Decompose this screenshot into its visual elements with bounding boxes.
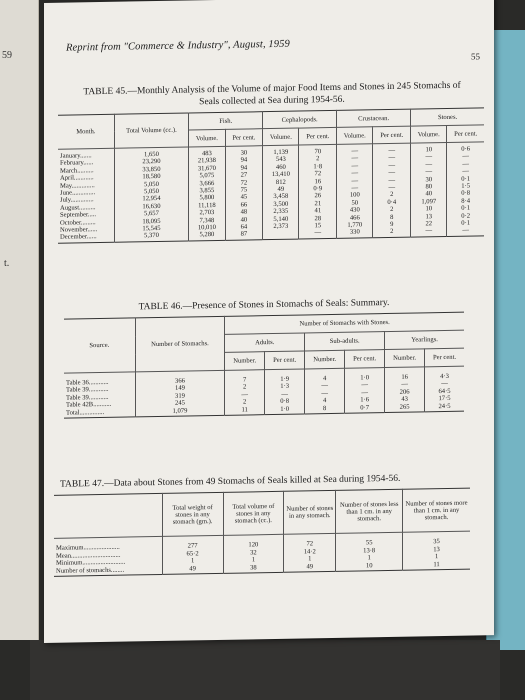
table-cell: — — [388, 183, 396, 192]
table-cell: 13 — [433, 545, 440, 553]
t45-stone-volume — [411, 142, 447, 237]
table-cell: 5,075 — [199, 172, 215, 180]
table-cell: 0·8 — [461, 190, 471, 198]
table-cell: 1·9 — [280, 375, 290, 383]
table-cell: 87 — [240, 230, 248, 239]
table-cell: 0·7 — [360, 403, 370, 412]
table-cell: 40 — [240, 216, 248, 224]
table-cell: 3,500 — [273, 200, 289, 208]
table-cell: — — [241, 391, 248, 399]
t46-sub-percent: Per cent. — [345, 350, 385, 369]
table-cell: 0·9 — [313, 185, 323, 193]
t46-sources — [64, 372, 135, 418]
table-cell: 64 — [240, 223, 248, 231]
table-cell: September..... — [60, 211, 97, 219]
table-cell: 65·2 — [186, 549, 199, 558]
table-cell: 330 — [349, 228, 360, 237]
table-cell: 10 — [425, 146, 433, 154]
table-cell: 0·1 — [461, 175, 471, 183]
table-cell: 483 — [201, 150, 212, 158]
table-cell: 80 — [425, 183, 433, 191]
table-cell: — — [425, 168, 433, 176]
table-cell: — — [388, 161, 396, 169]
table-cell: 11 — [433, 560, 440, 568]
table-cell: — — [351, 177, 359, 185]
table-cell: 0·8 — [280, 397, 290, 406]
table-cell: 43 — [401, 395, 408, 403]
table-cell: 8 — [390, 213, 394, 221]
table-cell: 2 — [390, 191, 394, 199]
table-cell: 49 — [277, 185, 285, 193]
table-cell: 2 — [243, 398, 247, 406]
table-cell: 7,348 — [199, 216, 215, 224]
table-cell: 1 — [434, 553, 439, 561]
table-cell: 38 — [250, 564, 257, 572]
table-surface — [30, 640, 500, 700]
table45-caption — [62, 79, 482, 110]
table-cell: — — [388, 146, 396, 154]
table-cell: 543 — [275, 156, 286, 164]
table-cell: 5,050 — [144, 188, 159, 196]
table-cell: Number of stomachs........ — [56, 566, 125, 575]
table-cell: 5,800 — [199, 194, 215, 202]
table-cell: 22 — [425, 220, 433, 228]
table-cell: December...... — [60, 233, 97, 242]
table-cell: 460 — [275, 163, 286, 171]
table-cell: June.............. — [60, 189, 96, 197]
table-cell: 265 — [399, 403, 410, 411]
table46 — [64, 312, 464, 419]
t45-col-month: Month. — [58, 114, 114, 149]
table-cell: 9 — [390, 220, 394, 229]
table-cell: 64·5 — [438, 387, 451, 395]
t45-sub-volume: Volume. — [411, 125, 447, 143]
t47-c3 — [284, 533, 336, 572]
table45 — [58, 107, 484, 243]
table-cell: 10 — [425, 205, 433, 213]
table-cell: 2,373 — [273, 222, 289, 231]
table-cell: 26 — [314, 192, 322, 200]
table46-body — [64, 366, 464, 418]
table-cell: 27 — [240, 171, 248, 179]
table-cell: — — [351, 162, 359, 170]
t45-months — [58, 148, 114, 243]
table-cell: 15,545 — [142, 225, 161, 233]
t46-group-yearlings: Yearlings. — [385, 330, 464, 349]
t46-sub-number: Number. — [385, 349, 425, 368]
table-cell: 0·2 — [461, 212, 471, 220]
t46-sub-number: Number. — [225, 352, 265, 371]
t46-adult-percent — [265, 369, 305, 415]
table-cell: 100 — [349, 191, 360, 200]
table-cell: — — [281, 390, 288, 398]
table-cell: 1,650 — [144, 150, 159, 159]
table-cell: 1·3 — [280, 383, 290, 391]
t46-year-number — [385, 367, 425, 413]
table-cell: 0·4 — [387, 198, 397, 206]
table-cell: 94 — [240, 156, 248, 164]
t45-ceph-percent — [299, 144, 337, 239]
table-cell: 72 — [314, 170, 322, 178]
t45-ceph-volume — [263, 145, 299, 240]
t45-sub-percent: Per cent. — [373, 126, 411, 144]
t45-sub-percent: Per cent. — [225, 129, 263, 147]
table-cell: 1·5 — [461, 182, 471, 190]
table-cell: 4 — [323, 397, 327, 405]
table-cell: 5,280 — [199, 231, 215, 239]
table-cell: 41 — [314, 207, 322, 215]
table-cell: Table 36............ — [66, 378, 109, 387]
t46-col-number: Number of Stomachs. — [135, 316, 225, 372]
table-cell: 10 — [365, 562, 373, 570]
t47-c2 — [223, 534, 284, 573]
table-cell: 1,770 — [347, 221, 363, 229]
table-cell: Maximum...................... — [56, 543, 120, 552]
table-cell: 24·5 — [438, 402, 451, 410]
t46-sub-percent: Per cent. — [265, 351, 305, 370]
table-cell: 1·8 — [313, 162, 323, 171]
table-cell: 2,335 — [273, 207, 289, 216]
table-cell: 12,954 — [142, 195, 161, 203]
table-cell: 72 — [306, 540, 314, 548]
table46-caption: TABLE 46.—Presence of Stones in Stomachs of Seals: Summary. — [138, 297, 390, 313]
t47-row-labels — [54, 536, 162, 576]
table-cell: 31,670 — [197, 164, 216, 173]
t47-col1: Total weight of stones in any stomach (gm.). — [162, 492, 223, 536]
table-cell: 45 — [240, 193, 248, 202]
table-cell: 14·2 — [303, 547, 316, 556]
t47-col3: Number of stones in any stomach. — [284, 490, 336, 534]
table-cell: 1 — [308, 555, 312, 563]
table-cell: 15 — [314, 222, 322, 230]
table-cell: — — [388, 176, 396, 184]
t45-sub-volume: Volume. — [263, 128, 299, 146]
t45-stone-percent — [447, 142, 484, 237]
table-cell — [265, 230, 296, 238]
table-cell: 1 — [251, 556, 255, 564]
table-cell: 50 — [351, 199, 359, 207]
table-cell: 149 — [175, 384, 185, 393]
table-cell: 1 — [367, 554, 371, 562]
t47-c4 — [336, 532, 403, 572]
table-cell: 1·0 — [360, 374, 370, 382]
table-cell: 7 — [243, 376, 247, 384]
table-cell: 2,703 — [199, 209, 215, 217]
table-cell: 10,010 — [197, 224, 216, 232]
table-cell: 16,630 — [142, 202, 161, 211]
table-cell: 21 — [314, 200, 322, 208]
table-cell: Minimum.......................... — [56, 558, 126, 567]
t45-crust-percent — [373, 143, 411, 238]
table-cell: — — [388, 169, 396, 177]
t46-sub-number: Number. — [305, 350, 345, 369]
table-cell: 13,410 — [271, 170, 290, 179]
running-title: Reprint from "Commerce & Industry", August, 1959 — [66, 38, 290, 54]
table-cell: — — [388, 154, 396, 162]
table-cell: 18,580 — [142, 173, 161, 181]
table-cell: 13·8 — [363, 546, 376, 555]
table-cell: March.......... — [60, 166, 94, 175]
t47-col-label — [54, 493, 162, 538]
t46-col-source: Source. — [64, 318, 135, 373]
table-cell: 11,118 — [198, 201, 216, 210]
table-cell: 466 — [349, 214, 360, 222]
t46-sub-percent: Per cent. — [425, 348, 464, 367]
table-cell: — — [351, 184, 359, 192]
table-cell: 1,079 — [172, 407, 188, 415]
t45-group-stones: Stones. — [411, 108, 484, 126]
table-cell: 3,855 — [199, 187, 215, 195]
t46-group-with-stones: Number of Stomachs with Stones. — [225, 312, 464, 334]
table-cell: 11 — [241, 406, 248, 414]
table-cell: 0·6 — [461, 145, 471, 153]
table-cell: — — [351, 147, 359, 155]
table-cell: 49 — [189, 565, 196, 573]
table-cell: 21,938 — [197, 157, 216, 165]
table-cell: 16 — [401, 373, 408, 381]
table47-body — [54, 531, 470, 577]
table-cell: 812 — [275, 178, 286, 186]
table-cell: July.............. — [60, 196, 94, 205]
table45-caption-line2: Seals collected at Sea during 1954-56. — [199, 94, 345, 108]
table-cell: January....... — [60, 152, 92, 160]
table-cell: 1,139 — [273, 148, 289, 156]
table-cell: 1·6 — [360, 396, 370, 404]
table-cell: October......... — [60, 218, 96, 227]
table45-caption-line1: TABLE 45.—Monthly Analysis of the Volume of major Food Items and Stones in 245 Stomachs of — [83, 80, 461, 98]
table-cell: 4 — [323, 375, 327, 383]
table-cell: 70 — [314, 148, 322, 156]
table-cell: — — [425, 161, 433, 169]
table-cell: 277 — [187, 542, 198, 550]
table-cell: — — [321, 382, 328, 390]
table-cell: 5,370 — [144, 232, 159, 240]
table-cell: August.......... — [60, 203, 96, 212]
table-cell: 23,290 — [142, 158, 161, 166]
table-cell: Table 39............ — [66, 386, 109, 395]
table-cell: 49 — [306, 563, 314, 571]
table47 — [54, 488, 470, 578]
table-cell: May.............. — [60, 181, 95, 190]
document-page — [44, 0, 494, 643]
t45-sub-volume: Volume. — [189, 129, 225, 147]
table-cell: — — [314, 229, 322, 237]
t45-sub-volume: Volume. — [337, 127, 373, 145]
table-cell: 33,850 — [142, 165, 161, 174]
table-cell: 366 — [175, 377, 185, 385]
table-cell: — — [462, 227, 469, 235]
table-cell: 430 — [349, 206, 360, 214]
table-cell: November...... — [60, 226, 98, 234]
t45-fish-percent — [225, 146, 263, 241]
t45-group-cephalopods: Cephalopods. — [263, 110, 337, 128]
t47-c1 — [162, 535, 223, 574]
t46-adult-number — [225, 370, 265, 416]
table-cell: 3,458 — [273, 193, 289, 201]
t47-c5 — [403, 531, 470, 571]
table-cell: 0·1 — [461, 204, 471, 212]
page-number: 55 — [471, 51, 480, 62]
table-cell: Mean.............................. — [56, 551, 121, 560]
table-cell: — — [361, 381, 368, 389]
previous-page-edge — [0, 0, 39, 640]
table-cell: 4·3 — [440, 372, 449, 381]
table-cell: 245 — [175, 399, 185, 407]
t46-stomachs — [135, 370, 225, 417]
t46-year-percent — [425, 366, 464, 412]
table-cell: — — [462, 152, 469, 161]
table-cell: — — [462, 160, 469, 168]
table-cell: 2 — [316, 155, 320, 163]
table-cell: 2 — [390, 228, 394, 236]
table-cell: 5,050 — [144, 180, 159, 188]
table-cell: 72 — [240, 179, 248, 187]
t45-total — [114, 147, 189, 242]
table-cell: April............ — [60, 174, 94, 182]
table-cell: 120 — [248, 541, 259, 549]
t45-fish-volume — [189, 146, 225, 241]
table-cell: Table 39............ — [66, 393, 109, 402]
t45-col-total: Total Volume (cc.). — [114, 113, 189, 148]
table-cell: 35 — [433, 538, 440, 546]
previous-page-mark: t. — [4, 258, 10, 269]
table-cell: 1,097 — [421, 197, 437, 206]
table-cell: 40 — [425, 190, 433, 198]
table-cell: 319 — [175, 392, 185, 400]
table-cell: 206 — [399, 388, 410, 396]
table-cell: — — [401, 381, 408, 389]
table-cell: 2 — [243, 383, 247, 391]
table-cell: 18,095 — [142, 217, 161, 225]
t45-group-fish: Fish. — [189, 112, 263, 130]
table-cell: 28 — [314, 214, 322, 222]
table-cell: — — [441, 380, 448, 388]
table47-caption: TABLE 47.—Data about Stones from 49 Stomachs of Seals killed at Sea during 1954-56. — [60, 473, 401, 490]
table-cell: 1 — [190, 557, 195, 565]
table-cell: 16 — [314, 177, 322, 185]
table-cell: 8 — [323, 404, 327, 412]
table-cell: — — [351, 154, 359, 163]
table-cell: 8·4 — [461, 197, 471, 205]
t45-group-crustacean: Crustacean. — [337, 109, 411, 127]
table-cell: 94 — [240, 164, 248, 172]
table-cell: 17·5 — [438, 395, 451, 403]
table-cell: 55 — [365, 539, 373, 547]
t47-col4: Number of stones less than 1 cm. in any stomach. — [336, 489, 403, 533]
table-cell: 75 — [240, 186, 248, 194]
table-cell: — — [462, 167, 469, 175]
table-cell: 2 — [390, 206, 394, 214]
table-cell: — — [361, 389, 368, 397]
table-cell: 5,140 — [273, 215, 289, 223]
table-cell: 13 — [425, 212, 433, 220]
t46-group-adults: Adults. — [225, 333, 305, 352]
table-cell: — — [425, 227, 433, 235]
table-cell: 30 — [240, 149, 248, 157]
table-cell: 48 — [240, 208, 248, 216]
table-cell: Table 42B........... — [66, 401, 112, 409]
t46-sub-number-vals — [305, 368, 345, 414]
table-cell: 1·0 — [280, 405, 290, 413]
table-cell: — — [425, 153, 433, 161]
table-cell: 3,666 — [199, 179, 215, 187]
t46-sub-percent-vals — [345, 368, 385, 414]
table-cell: February...... — [60, 159, 94, 168]
table-cell: 30 — [425, 175, 433, 183]
t47-col2: Total volume of stones in any stomach (cc.). — [223, 491, 284, 535]
previous-page-number: 59 — [2, 50, 12, 61]
table-cell: 5,657 — [144, 210, 159, 218]
table-cell: 32 — [250, 548, 257, 556]
t45-crust-volume — [337, 144, 373, 239]
table-cell: — — [321, 389, 328, 397]
t46-group-subadults: Sub-adults. — [305, 332, 385, 351]
table-cell: 66 — [240, 201, 248, 209]
table-cell: Total............... — [66, 408, 105, 417]
table45-body — [58, 142, 484, 243]
t47-col5: Number of stones more than 1 cm. in any stomach. — [403, 488, 470, 532]
t45-sub-percent: Per cent. — [299, 127, 337, 145]
t45-sub-percent: Per cent. — [447, 125, 484, 143]
table-cell: — — [351, 169, 359, 177]
table-cell: 0·1 — [461, 219, 471, 227]
